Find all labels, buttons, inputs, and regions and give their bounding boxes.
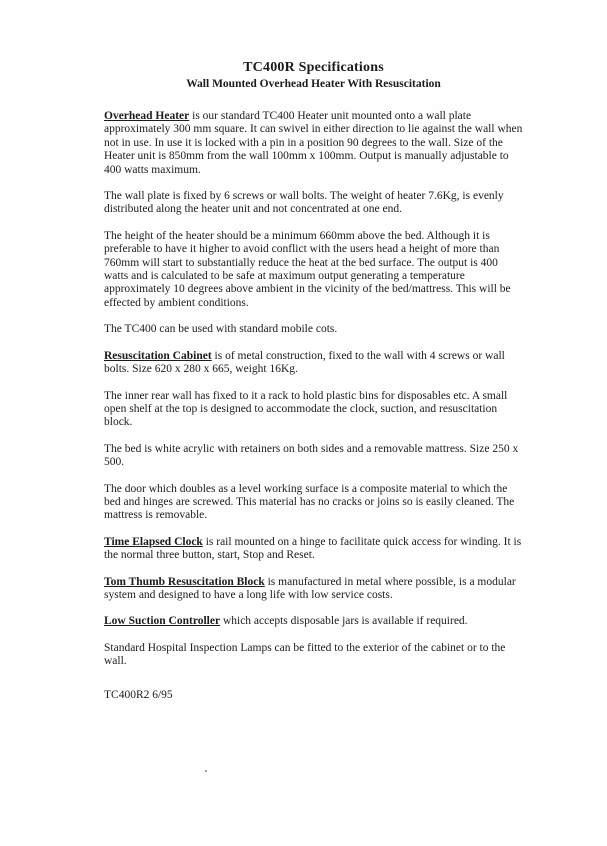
paragraph-time-elapsed-clock: [104, 536, 523, 563]
paragraph-text: The TC400 can be used with standard mobile cots.: [104, 323, 338, 336]
document-subtitle: Wall Mounted Overhead Heater With Resuscitation: [186, 78, 441, 90]
paragraph-lead: Overhead Heater: [104, 110, 190, 122]
paragraph-tom-thumb-block: [104, 576, 523, 603]
document-title: TC400R Specifications: [243, 60, 384, 75]
scan-artifact-dot: [205, 770, 207, 772]
paragraph-mobile-cots: [104, 323, 523, 336]
paragraph-lead: Low Suction Controller: [104, 615, 221, 628]
paragraph-overhead-heater: [104, 110, 523, 177]
paragraph-heater-height: [104, 230, 523, 310]
paragraph-text: is our standard TC400 Heater unit mounted onto a wall plate approximately 300 mm square. It can swivel in either direction to lie against the wall when not in use. In use it is locked with a pin in a position 90 degrees to the wall. Size of the Heater unit is 850mm from the wall 100mm x 100mm. Output is manually adjustable to 400 watts maximum.: [104, 110, 523, 176]
paragraph-text: is manufactured in metal where possible, is a modular system and designed to have a long life with low service costs.: [104, 575, 516, 601]
paragraph-text: The door which doubles as a level working surface is a composite material to which the bed and hinges are screwed. This material has no cracks or joins so is easily cleaned. The mattress is removable.: [104, 482, 515, 522]
paragraph-text: which accepts disposable jars is available if required.: [220, 615, 468, 628]
paragraph-text: The bed is white acrylic with retainers on both sides and a removable mattress. Size 250 x 500.: [104, 442, 519, 469]
paragraph-bed: [104, 443, 523, 470]
paragraph-wall-plate: [104, 190, 523, 217]
paragraph-text: The wall plate is fixed by 6 screws or wall bolts. The weight of heater 7.6Kg, is evenly distributed along the heater unit and not concentrated at one end.: [104, 190, 504, 216]
paragraph-text: Standard Hospital Inspection Lamps can be fitted to the exterior of the cabinet or to the wall.: [104, 641, 506, 668]
paragraph-text: The inner rear wall has fixed to it a rack to hold plastic bins for disposables etc. A small open shelf at the top is designed to accommodate the clock, suction, and resuscitation block.: [104, 389, 508, 429]
paragraph-inner-rear-wall: [104, 390, 523, 430]
document-code: TC400R2 6/95: [104, 688, 173, 701]
paragraph-resuscitation-cabinet: [104, 350, 523, 377]
paragraph-inspection-lamps: [104, 642, 523, 669]
paragraph-lead: Time Elapsed Clock: [104, 535, 203, 548]
paragraph-door: [104, 483, 523, 523]
paragraph-text: is rail mounted on a hinge to facilitate quick access for winding. It is the normal three button, start, Stop and Reset.: [104, 535, 522, 562]
paragraph-lead: Tom Thumb Resuscitation Block: [104, 575, 265, 588]
paragraph-text: is of metal construction, fixed to the wall with 4 screws or wall bolts. Size 620 x 280 x 665, weight 16Kg.: [104, 349, 505, 376]
paragraph-lead: Resuscitation Cabinet: [104, 349, 212, 362]
paragraph-text: The height of the heater should be a minimum 660mm above the bed. Although it is preferable to have it higher to avoid conflict with the users head a height of more than 760mm will start to substantially reduce the heat at the bed surface. The output is 400 watts and is calculated to be safe at maximum output generating a temperature approximately 10 degrees above ambient in the vicinity of the bed/mattress. This will be effected by ambient conditions.: [104, 229, 511, 309]
paragraph-low-suction-controller: [104, 615, 523, 628]
